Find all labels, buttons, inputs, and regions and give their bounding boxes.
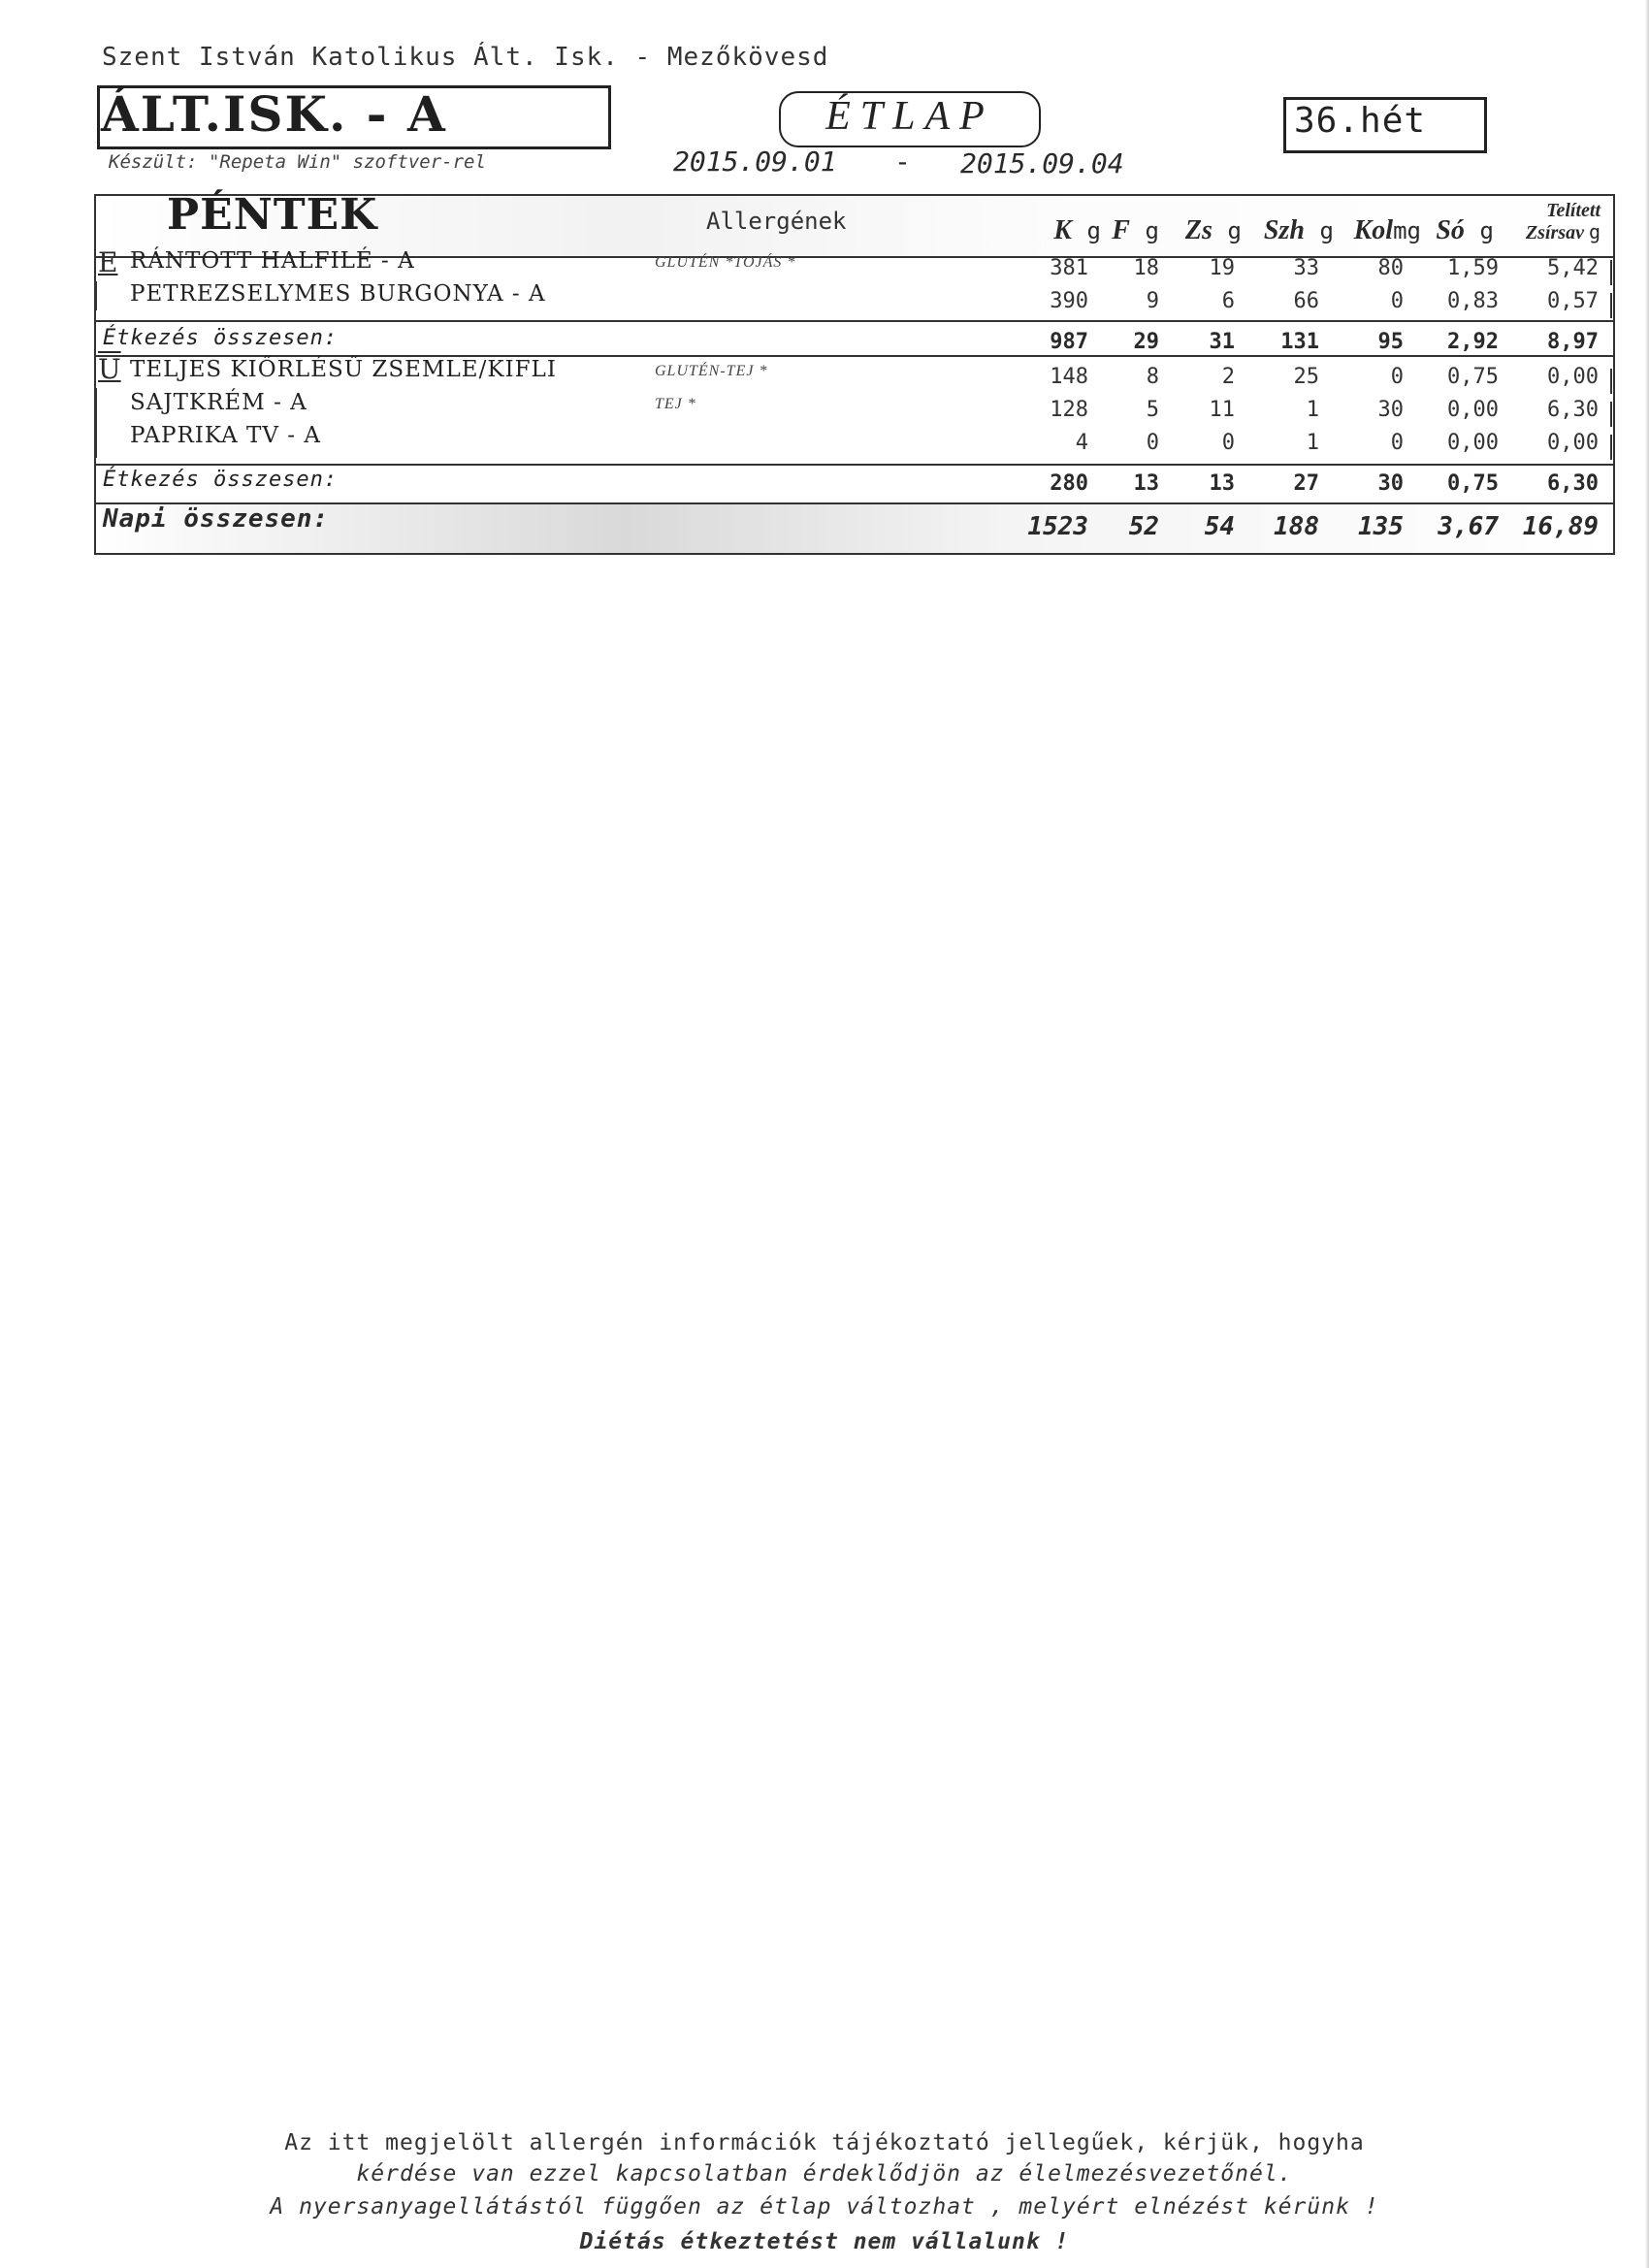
nutrition-value: 18 — [1133, 256, 1159, 280]
column-label: Telített — [1546, 200, 1600, 221]
column-unit: g — [1588, 220, 1600, 243]
nutrition-value: 13 — [1209, 471, 1235, 496]
dish-name: PETREZSELYMES BURGONYA - A — [130, 281, 546, 307]
nutrition-value: 128 — [1050, 398, 1088, 422]
nutrition-value: 8,97 — [1547, 330, 1599, 354]
nutrition-value: 390 — [1050, 289, 1088, 313]
dish-allergens: TEJ * — [655, 396, 696, 412]
footer-line: kérdése van ezzel kapcsolatban érdeklődjön az élelmezésvezetőnél. — [356, 2161, 1293, 2187]
column-label: F — [1112, 215, 1130, 245]
nutrition-value: 80 — [1377, 256, 1404, 280]
nutrition-value: 1 — [1306, 398, 1319, 422]
nutrition-value: 0,00 — [1447, 431, 1499, 455]
nutrition-value: 6 — [1221, 289, 1235, 313]
nutrition-value: 29 — [1133, 330, 1159, 354]
nutrition-value: 27 — [1293, 471, 1319, 496]
section-title: ÁLT.ISK. - A — [101, 85, 447, 143]
nutrition-value: 30 — [1377, 471, 1404, 496]
date-separator: - — [894, 146, 911, 178]
column-label: Szh — [1263, 215, 1305, 245]
nutrition-value: 135 — [1358, 512, 1404, 541]
column-label: Só — [1436, 215, 1465, 245]
row-end-bar — [1610, 435, 1612, 460]
dish-name: SAJTKRÉM - A — [130, 390, 307, 415]
column-label: Zsírsav — [1525, 222, 1584, 243]
nutrition-value: 33 — [1293, 256, 1319, 280]
column-header-zs — [1164, 215, 1242, 246]
nutrition-value: 1523 — [1027, 512, 1088, 541]
nutrition-value: 0,00 — [1547, 431, 1599, 455]
nutrition-value: 4 — [1075, 431, 1088, 455]
nutrition-value: 16,89 — [1522, 512, 1599, 541]
nutrition-value: 52 — [1128, 512, 1159, 541]
menu-title: ÉTLAP — [825, 94, 994, 139]
column-unit: g — [1145, 217, 1159, 244]
meal-bar — [95, 281, 97, 310]
scan-edge — [1645, 0, 1649, 2268]
nutrition-value: 9 — [1146, 289, 1159, 313]
divider — [94, 464, 1615, 466]
nutrition-value: 381 — [1050, 256, 1088, 280]
divider — [94, 320, 1615, 322]
footer-line: Az itt megjelölt allergén információk tájékoztató jellegűek, kérjük, hogyha — [284, 2130, 1365, 2155]
column-header-k — [1028, 215, 1101, 246]
meal-letter: E — [98, 246, 118, 278]
dish-name: RÁNTOTT HALFILÉ - A — [130, 248, 415, 274]
nutrition-value: 987 — [1050, 330, 1088, 354]
nutrition-value: 54 — [1204, 512, 1235, 541]
row-end-bar — [1610, 402, 1612, 427]
nutrition-value: 13 — [1133, 471, 1159, 496]
software-note: Készült: "Repeta Win" szoftver-rel — [109, 151, 486, 173]
nutrition-value: 2,92 — [1447, 330, 1499, 354]
dish-name: TELJES KIŐRLÉSŰ ZSEMLE/KIFLI — [130, 357, 557, 382]
nutrition-value: 6,30 — [1547, 398, 1599, 422]
nutrition-value: 280 — [1050, 471, 1088, 496]
nutrition-value: 0 — [1146, 431, 1159, 455]
nutrition-value: 11 — [1209, 398, 1235, 422]
column-unit: mg — [1393, 217, 1421, 244]
column-header-so — [1421, 215, 1494, 246]
allergen-column-header: Allergének — [706, 208, 847, 235]
nutrition-value: 0,75 — [1447, 471, 1499, 496]
nutrition-value: 19 — [1209, 256, 1235, 280]
day-name: PÉNTEK — [167, 190, 378, 240]
column-unit: g — [1479, 217, 1494, 244]
nutrition-value: 188 — [1274, 512, 1319, 541]
column-unit: g — [1227, 217, 1242, 244]
column-header-kol — [1334, 215, 1421, 246]
dish-name: PAPRIKA TV - A — [130, 423, 321, 448]
nutrition-value: 8 — [1146, 365, 1159, 389]
footer-line: Diétás étkeztetést nem vállalunk ! — [579, 2229, 1070, 2254]
column-header-saturated-fat — [1484, 200, 1600, 243]
nutrition-value: 1,59 — [1447, 256, 1499, 280]
column-header-f — [1106, 215, 1159, 246]
column-label: Kol — [1353, 215, 1394, 245]
dish-allergens: GLUTÉN *TOJÁS * — [655, 254, 796, 271]
day-total-label: Napi összesen: — [103, 504, 330, 534]
nutrition-value: 25 — [1293, 365, 1319, 389]
nutrition-value: 1 — [1306, 431, 1319, 455]
row-end-bar — [1610, 293, 1612, 318]
nutrition-value: 0,57 — [1547, 289, 1599, 313]
row-end-bar — [1610, 260, 1612, 285]
nutrition-value: 0,83 — [1447, 289, 1499, 313]
date-from: 2015.09.01 — [673, 146, 837, 178]
nutrition-value: 0 — [1390, 431, 1404, 455]
nutrition-value: 0 — [1390, 289, 1404, 313]
date-to: 2015.09.04 — [960, 147, 1124, 179]
nutrition-value: 0,00 — [1547, 365, 1599, 389]
column-header-szh — [1246, 215, 1334, 246]
footer-line: A nyersanyagellátástól függően az étlap változhat , melyért elnézést kérünk ! — [270, 2194, 1379, 2219]
column-label: Zs — [1184, 215, 1212, 245]
nutrition-value: 0,00 — [1447, 398, 1499, 422]
nutrition-value: 5,42 — [1547, 256, 1599, 280]
meal-bar — [95, 388, 97, 458]
nutrition-value: 6,30 — [1547, 471, 1599, 496]
dish-allergens: GLUTÉN-TEJ * — [655, 363, 768, 379]
nutrition-value: 66 — [1293, 289, 1319, 313]
nutrition-value: 31 — [1209, 330, 1235, 354]
row-end-bar — [1610, 369, 1612, 394]
column-label: K — [1053, 215, 1072, 245]
nutrition-value: 5 — [1146, 398, 1159, 422]
meal-total-label: Étkezés összesen: — [103, 326, 339, 350]
nutrition-value: 30 — [1377, 398, 1404, 422]
nutrition-value: 0 — [1390, 365, 1404, 389]
nutrition-value: 0 — [1221, 431, 1235, 455]
nutrition-value: 0,75 — [1447, 365, 1499, 389]
nutrition-value: 2 — [1221, 365, 1235, 389]
nutrition-value: 148 — [1050, 365, 1088, 389]
school-name: Szent István Katolikus Ált. Isk. - Mezőkövesd — [102, 43, 829, 72]
nutrition-value: 95 — [1377, 330, 1404, 354]
nutrition-value: 131 — [1280, 330, 1319, 354]
meal-letter: U — [98, 353, 121, 385]
column-unit: g — [1319, 217, 1334, 244]
week-number: 36.hét — [1294, 101, 1427, 141]
meal-total-label: Étkezés összesen: — [103, 468, 339, 492]
column-unit: g — [1086, 217, 1101, 244]
nutrition-value: 3,67 — [1438, 512, 1499, 541]
